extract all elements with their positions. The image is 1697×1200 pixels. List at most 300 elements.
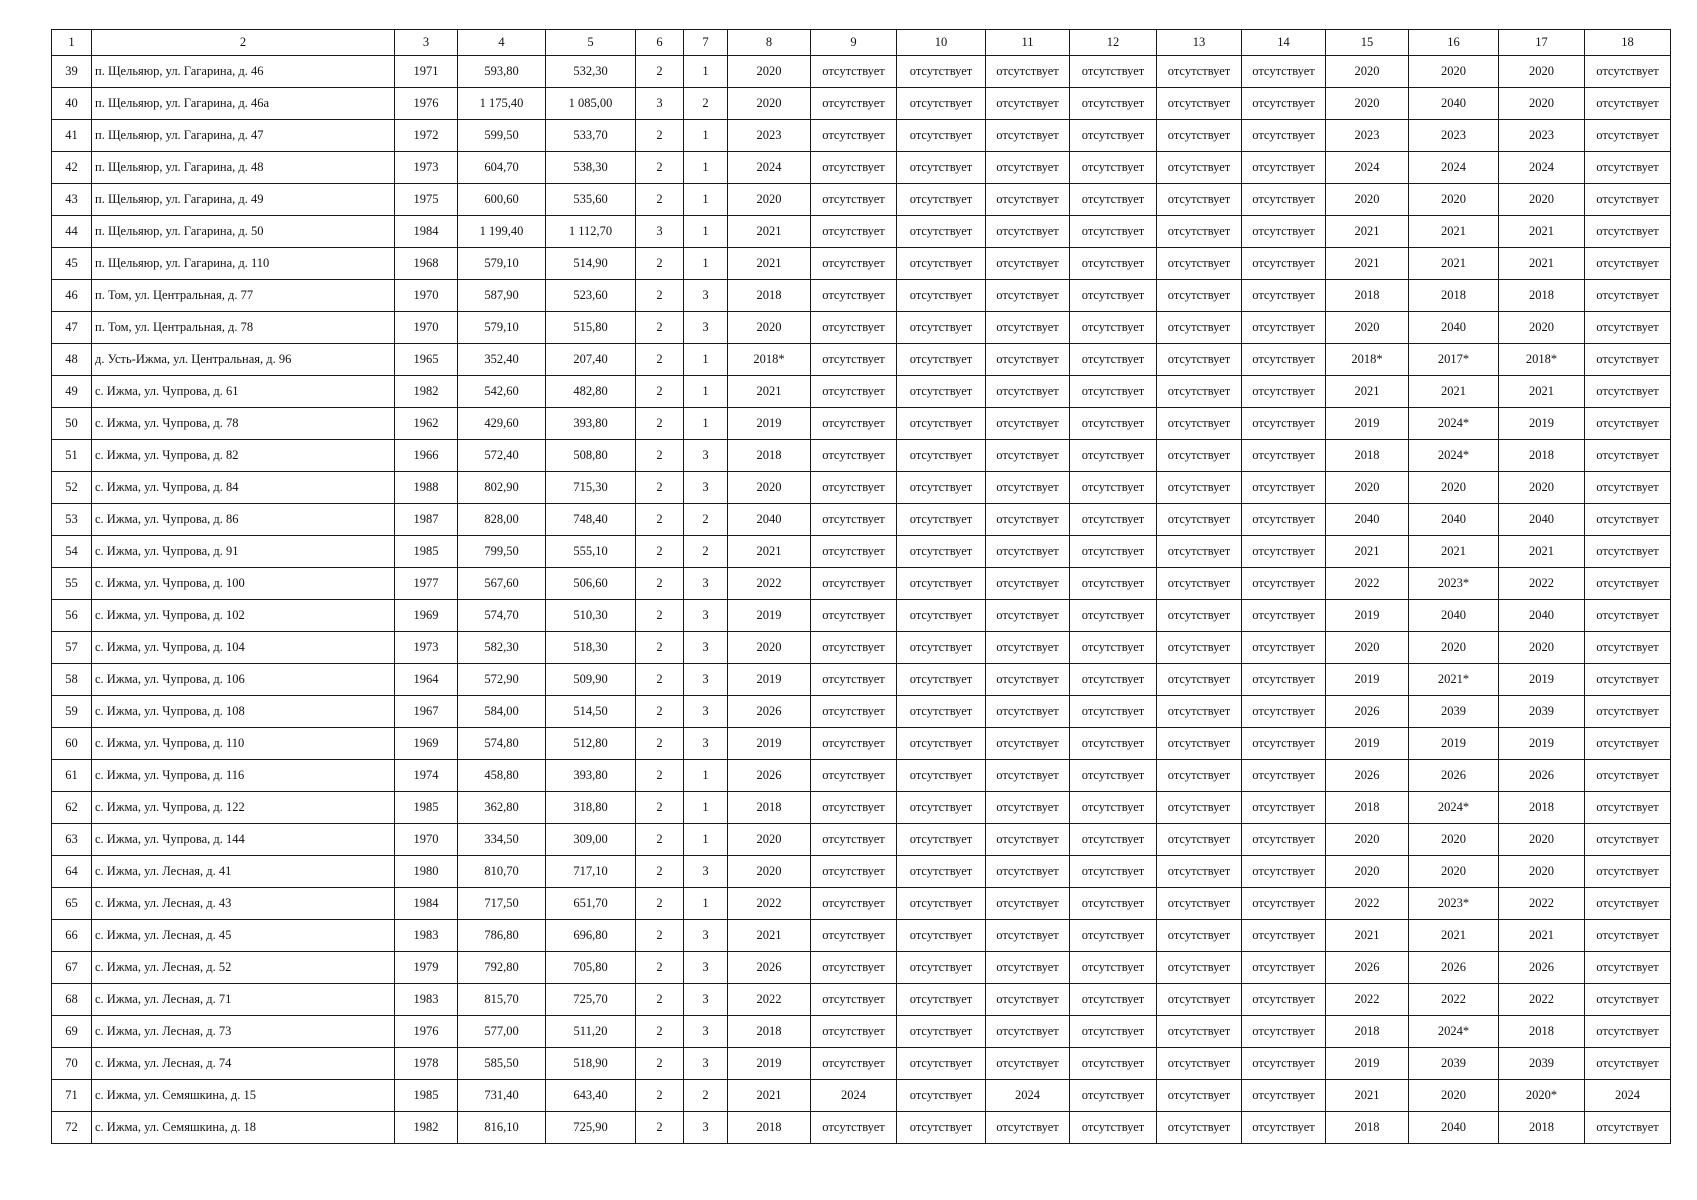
table-cell: отсутствует: [897, 312, 986, 344]
table-cell: 2040: [1409, 88, 1499, 120]
table-cell: 1966: [395, 440, 458, 472]
table-cell: 3: [684, 280, 728, 312]
table-cell: 2040: [728, 504, 811, 536]
column-number-cell: 5: [546, 30, 636, 56]
column-number-cell: 15: [1326, 30, 1409, 56]
table-cell: отсутствует: [811, 600, 897, 632]
table-cell: 2020: [728, 824, 811, 856]
table-cell: 535,60: [546, 184, 636, 216]
table-cell: 2023: [1326, 120, 1409, 152]
table-cell: 1 199,40: [458, 216, 546, 248]
table-cell: отсутствует: [1585, 1112, 1671, 1144]
address-cell: п. Щельяюр, ул. Гагарина, д. 110: [92, 248, 395, 280]
table-cell: 2020: [1326, 824, 1409, 856]
address-cell: с. Ижма, ул. Чупрова, д. 100: [92, 568, 395, 600]
row-number-cell: 54: [52, 536, 92, 568]
table-cell: 1: [684, 120, 728, 152]
table-cell: отсутствует: [986, 504, 1070, 536]
table-cell: 3: [684, 1112, 728, 1144]
table-cell: отсутствует: [1157, 184, 1242, 216]
table-cell: 2020: [728, 184, 811, 216]
table-cell: 2: [636, 696, 684, 728]
table-cell: 1970: [395, 312, 458, 344]
table-cell: 538,30: [546, 152, 636, 184]
table-cell: 584,00: [458, 696, 546, 728]
row-number-cell: 67: [52, 952, 92, 984]
column-number-cell: 13: [1157, 30, 1242, 56]
address-cell: с. Ижма, ул. Чупрова, д. 108: [92, 696, 395, 728]
table-cell: 1962: [395, 408, 458, 440]
table-cell: 1: [684, 760, 728, 792]
column-number-cell: 16: [1409, 30, 1499, 56]
table-cell: 2020: [1499, 632, 1585, 664]
table-cell: 3: [684, 472, 728, 504]
table-cell: отсутствует: [1157, 504, 1242, 536]
table-cell: отсутствует: [1242, 696, 1326, 728]
table-cell: отсутствует: [1242, 376, 1326, 408]
column-number-cell: 1: [52, 30, 92, 56]
table-cell: 717,50: [458, 888, 546, 920]
table-cell: 429,60: [458, 408, 546, 440]
table-cell: 2020: [728, 632, 811, 664]
table-cell: 515,80: [546, 312, 636, 344]
table-cell: 2: [636, 280, 684, 312]
table-cell: 2019: [1326, 1048, 1409, 1080]
table-row: [52, 120, 1671, 152]
table-cell: 2022: [728, 888, 811, 920]
table-cell: отсутствует: [1242, 536, 1326, 568]
table-cell: 2040: [1409, 600, 1499, 632]
table-cell: 1: [684, 216, 728, 248]
table-cell: отсутствует: [986, 280, 1070, 312]
table-cell: отсутствует: [986, 56, 1070, 88]
table-cell: 2026: [1409, 760, 1499, 792]
address-cell: п. Том, ул. Центральная, д. 77: [92, 280, 395, 312]
table-cell: 1: [684, 248, 728, 280]
table-cell: отсутствует: [897, 984, 986, 1016]
table-row: [52, 376, 1671, 408]
table-cell: отсутствует: [1585, 216, 1671, 248]
table-cell: 2017*: [1409, 344, 1499, 376]
table-cell: 2: [684, 88, 728, 120]
table-cell: отсутствует: [1242, 88, 1326, 120]
table-row: [52, 248, 1671, 280]
table-cell: отсутствует: [1585, 728, 1671, 760]
address-cell: с. Ижма, ул. Чупрова, д. 82: [92, 440, 395, 472]
table-cell: 2039: [1499, 1048, 1585, 1080]
table-cell: 1: [684, 184, 728, 216]
table-cell: отсутствует: [811, 344, 897, 376]
column-number-cell: 11: [986, 30, 1070, 56]
table-cell: 555,10: [546, 536, 636, 568]
table-cell: отсутствует: [1157, 952, 1242, 984]
table-cell: 2021: [728, 248, 811, 280]
table-cell: отсутствует: [1585, 792, 1671, 824]
table-cell: отсутствует: [1585, 760, 1671, 792]
table-cell: 1973: [395, 152, 458, 184]
table-row: [52, 920, 1671, 952]
address-cell: с. Ижма, ул. Чупрова, д. 110: [92, 728, 395, 760]
table-cell: 2020: [728, 56, 811, 88]
table-cell: отсутствует: [986, 760, 1070, 792]
table-cell: 2023: [728, 120, 811, 152]
table-cell: 1977: [395, 568, 458, 600]
table-cell: отсутствует: [1070, 184, 1157, 216]
table-cell: 2022: [1326, 888, 1409, 920]
table-cell: 816,10: [458, 1112, 546, 1144]
table-cell: 334,50: [458, 824, 546, 856]
column-number-cell: 17: [1499, 30, 1585, 56]
row-number-cell: 47: [52, 312, 92, 344]
table-cell: 2021: [1326, 248, 1409, 280]
address-cell: с. Ижма, ул. Чупрова, д. 61: [92, 376, 395, 408]
table-cell: 2019: [1499, 408, 1585, 440]
table-cell: 2: [636, 152, 684, 184]
table-cell: отсутствует: [1070, 56, 1157, 88]
table-cell: 3: [684, 856, 728, 888]
row-number-cell: 62: [52, 792, 92, 824]
table-cell: отсутствует: [897, 824, 986, 856]
table-cell: отсутствует: [986, 888, 1070, 920]
row-number-cell: 45: [52, 248, 92, 280]
table-cell: 2020: [1409, 56, 1499, 88]
table-cell: 2020: [1499, 856, 1585, 888]
table-cell: 1969: [395, 728, 458, 760]
table-cell: отсутствует: [986, 856, 1070, 888]
table-cell: 1972: [395, 120, 458, 152]
table-cell: 2018: [1326, 1112, 1409, 1144]
table-cell: отсутствует: [897, 248, 986, 280]
table-cell: 2019: [1326, 664, 1409, 696]
table-cell: 1984: [395, 216, 458, 248]
table-cell: 1: [684, 152, 728, 184]
table-cell: 3: [684, 568, 728, 600]
table-cell: 3: [636, 88, 684, 120]
table-cell: 2: [636, 472, 684, 504]
address-cell: с. Ижма, ул. Чупрова, д. 78: [92, 408, 395, 440]
table-cell: 1988: [395, 472, 458, 504]
table-cell: отсутствует: [1070, 88, 1157, 120]
address-cell: п. Щельяюр, ул. Гагарина, д. 46: [92, 56, 395, 88]
table-row: [52, 824, 1671, 856]
table-cell: отсутствует: [897, 472, 986, 504]
table-cell: отсутствует: [811, 760, 897, 792]
table-cell: 2024: [811, 1080, 897, 1112]
table-cell: 2040: [1326, 504, 1409, 536]
table-cell: 2026: [728, 952, 811, 984]
table-cell: 3: [684, 952, 728, 984]
table-cell: отсутствует: [1070, 376, 1157, 408]
table-cell: 2024*: [1409, 792, 1499, 824]
table-cell: отсутствует: [811, 504, 897, 536]
table-cell: отсутствует: [1070, 248, 1157, 280]
table-cell: отсутствует: [897, 600, 986, 632]
table-cell: 2040: [1499, 504, 1585, 536]
table-cell: отсутствует: [1242, 952, 1326, 984]
table-row: [52, 344, 1671, 376]
table-cell: отсутствует: [1242, 920, 1326, 952]
table-cell: отсутствует: [1157, 824, 1242, 856]
table-cell: 2024: [1409, 152, 1499, 184]
table-cell: отсутствует: [897, 536, 986, 568]
table-cell: 2019: [728, 1048, 811, 1080]
row-number-cell: 63: [52, 824, 92, 856]
table-cell: отсутствует: [1242, 248, 1326, 280]
table-cell: отсутствует: [1070, 984, 1157, 1016]
table-cell: отсутствует: [811, 984, 897, 1016]
row-number-cell: 44: [52, 216, 92, 248]
table-cell: 2020: [1499, 824, 1585, 856]
table-cell: отсутствует: [1585, 472, 1671, 504]
table-cell: отсутствует: [1242, 504, 1326, 536]
table-cell: 2023: [1409, 120, 1499, 152]
table-cell: 2018: [728, 1112, 811, 1144]
table-row: [52, 152, 1671, 184]
table-cell: 3: [684, 664, 728, 696]
table-cell: 2: [636, 1048, 684, 1080]
table-cell: 593,80: [458, 56, 546, 88]
table-cell: отсутствует: [1157, 344, 1242, 376]
table-row: [52, 984, 1671, 1016]
table-cell: отсутствует: [897, 792, 986, 824]
table-cell: отсутствует: [1585, 856, 1671, 888]
address-cell: с. Ижма, ул. Лесная, д. 43: [92, 888, 395, 920]
address-cell: с. Ижма, ул. Лесная, д. 73: [92, 1016, 395, 1048]
table-cell: отсутствует: [1070, 920, 1157, 952]
table-cell: 3: [684, 632, 728, 664]
address-cell: с. Ижма, ул. Чупрова, д. 116: [92, 760, 395, 792]
table-cell: отсутствует: [986, 824, 1070, 856]
table-cell: отсутствует: [811, 152, 897, 184]
table-cell: 2: [636, 504, 684, 536]
table-cell: отсутствует: [811, 184, 897, 216]
table-cell: 1964: [395, 664, 458, 696]
table-cell: 2024: [986, 1080, 1070, 1112]
table-row: [52, 856, 1671, 888]
row-number-cell: 69: [52, 1016, 92, 1048]
table-cell: отсутствует: [1242, 856, 1326, 888]
table-cell: отсутствует: [1157, 536, 1242, 568]
table-cell: отсутствует: [1157, 152, 1242, 184]
table-cell: отсутствует: [986, 1016, 1070, 1048]
table-cell: отсутствует: [1585, 1016, 1671, 1048]
table-cell: отсутствует: [1242, 1016, 1326, 1048]
table-cell: 2: [636, 344, 684, 376]
table-cell: отсутствует: [897, 280, 986, 312]
table-cell: 2021: [1499, 536, 1585, 568]
table-cell: 2020*: [1499, 1080, 1585, 1112]
table-cell: отсутствует: [986, 408, 1070, 440]
table-cell: отсутствует: [1585, 632, 1671, 664]
table-cell: 2: [636, 888, 684, 920]
table-cell: отсутствует: [1585, 952, 1671, 984]
table-cell: отсутствует: [1157, 984, 1242, 1016]
table-cell: 3: [684, 312, 728, 344]
table-cell: отсутствует: [1070, 1080, 1157, 1112]
table-cell: 2021: [728, 536, 811, 568]
table-cell: отсутствует: [1070, 536, 1157, 568]
table-cell: 2018: [728, 440, 811, 472]
table-cell: 2026: [1326, 952, 1409, 984]
table-cell: отсутствует: [1242, 120, 1326, 152]
table-cell: отсутствует: [1585, 408, 1671, 440]
table-cell: отсутствует: [897, 696, 986, 728]
table-cell: 574,70: [458, 600, 546, 632]
table-cell: 1: [684, 376, 728, 408]
table-cell: 2020: [1409, 632, 1499, 664]
table-cell: отсутствует: [811, 312, 897, 344]
table-cell: 2021: [728, 376, 811, 408]
table-cell: отсутствует: [811, 632, 897, 664]
address-cell: с. Ижма, ул. Чупрова, д. 104: [92, 632, 395, 664]
table-cell: отсутствует: [1242, 728, 1326, 760]
table-cell: 2: [636, 440, 684, 472]
address-cell: п. Щельяюр, ул. Гагарина, д. 50: [92, 216, 395, 248]
table-cell: 2: [636, 760, 684, 792]
table-cell: 2019: [1499, 664, 1585, 696]
table-cell: отсутствует: [986, 664, 1070, 696]
table-cell: 2: [636, 1112, 684, 1144]
table-cell: отсутствует: [897, 344, 986, 376]
table-cell: 2023*: [1409, 888, 1499, 920]
table-cell: отсутствует: [1157, 856, 1242, 888]
table-row: [52, 1112, 1671, 1144]
table-cell: отсутствует: [1070, 664, 1157, 696]
column-number-cell: 8: [728, 30, 811, 56]
table-cell: 2019: [728, 408, 811, 440]
address-cell: с. Ижма, ул. Чупрова, д. 106: [92, 664, 395, 696]
table-cell: отсутствует: [1585, 312, 1671, 344]
table-body: [52, 30, 1671, 1144]
column-number-cell: 6: [636, 30, 684, 56]
table-cell: 599,50: [458, 120, 546, 152]
table-cell: 2020: [1499, 472, 1585, 504]
table-cell: 2021: [1409, 376, 1499, 408]
table-cell: 1983: [395, 984, 458, 1016]
table-cell: отсутствует: [1585, 56, 1671, 88]
table-cell: отсутствует: [811, 376, 897, 408]
table-cell: отсутствует: [811, 856, 897, 888]
table-cell: 2026: [1409, 952, 1499, 984]
table-cell: отсутствует: [1585, 120, 1671, 152]
table-cell: 1984: [395, 888, 458, 920]
address-cell: п. Щельяюр, ул. Гагарина, д. 49: [92, 184, 395, 216]
table-cell: 2019: [1326, 728, 1409, 760]
table-cell: 2020: [1409, 856, 1499, 888]
table-cell: 3: [684, 600, 728, 632]
address-cell: с. Ижма, ул. Чупрова, д. 86: [92, 504, 395, 536]
table-cell: 2018: [1326, 280, 1409, 312]
table-cell: отсутствует: [897, 152, 986, 184]
table-cell: 2020: [1326, 856, 1409, 888]
table-cell: 2022: [1409, 984, 1499, 1016]
row-number-cell: 64: [52, 856, 92, 888]
table-cell: 2022: [1499, 568, 1585, 600]
table-cell: 2020: [1326, 88, 1409, 120]
table-cell: 2018: [1499, 280, 1585, 312]
table-cell: 2021: [728, 1080, 811, 1112]
table-cell: отсутствует: [811, 952, 897, 984]
table-cell: отсутствует: [986, 632, 1070, 664]
table-cell: 1: [684, 344, 728, 376]
table-cell: 1 175,40: [458, 88, 546, 120]
table-cell: 1: [684, 408, 728, 440]
table-cell: 799,50: [458, 536, 546, 568]
table-cell: отсутствует: [1070, 888, 1157, 920]
table-cell: 1970: [395, 280, 458, 312]
table-cell: 572,40: [458, 440, 546, 472]
table-cell: 309,00: [546, 824, 636, 856]
table-cell: 585,50: [458, 1048, 546, 1080]
table-cell: 1: [684, 888, 728, 920]
table-cell: 2018: [1409, 280, 1499, 312]
row-number-cell: 49: [52, 376, 92, 408]
table-cell: отсутствует: [986, 728, 1070, 760]
table-cell: отсутствует: [897, 1048, 986, 1080]
table-cell: отсутствует: [1070, 216, 1157, 248]
table-cell: отсутствует: [897, 760, 986, 792]
table-cell: 2: [636, 856, 684, 888]
table-cell: 2: [636, 984, 684, 1016]
address-cell: с. Ижма, ул. Лесная, д. 74: [92, 1048, 395, 1080]
table-cell: 786,80: [458, 920, 546, 952]
table-cell: 717,10: [546, 856, 636, 888]
row-number-cell: 72: [52, 1112, 92, 1144]
table-cell: отсутствует: [811, 248, 897, 280]
table-cell: 2: [636, 536, 684, 568]
table-cell: отсутствует: [811, 408, 897, 440]
table-cell: отсутствует: [897, 632, 986, 664]
table-cell: 2021: [1409, 248, 1499, 280]
table-cell: 2026: [728, 696, 811, 728]
table-cell: отсутствует: [1157, 920, 1242, 952]
row-number-cell: 71: [52, 1080, 92, 1112]
table-cell: отсутствует: [1242, 312, 1326, 344]
table-cell: отсутствует: [897, 888, 986, 920]
table-cell: 2018: [728, 1016, 811, 1048]
table-cell: 1976: [395, 1016, 458, 1048]
table-cell: 2024*: [1409, 1016, 1499, 1048]
table-cell: отсутствует: [1157, 792, 1242, 824]
table-cell: 3: [684, 728, 728, 760]
table-row: [52, 792, 1671, 824]
table-cell: 2019: [1499, 728, 1585, 760]
column-number-cell: 9: [811, 30, 897, 56]
table-cell: отсутствует: [986, 952, 1070, 984]
table-cell: отсутствует: [1242, 792, 1326, 824]
table-cell: отсутствует: [811, 1048, 897, 1080]
table-cell: отсутствует: [811, 696, 897, 728]
table-cell: 2020: [1409, 1080, 1499, 1112]
table-row: [52, 312, 1671, 344]
table-cell: 1970: [395, 824, 458, 856]
table-cell: 514,50: [546, 696, 636, 728]
address-cell: с. Ижма, ул. Лесная, д. 41: [92, 856, 395, 888]
table-cell: отсутствует: [1070, 696, 1157, 728]
table-cell: 1975: [395, 184, 458, 216]
table-row: [52, 216, 1671, 248]
table-cell: 2022: [728, 984, 811, 1016]
table-cell: отсутствует: [1157, 56, 1242, 88]
table-cell: отсутствует: [897, 1112, 986, 1144]
table-cell: отсутствует: [897, 1080, 986, 1112]
table-cell: 2: [636, 1080, 684, 1112]
table-cell: отсутствует: [1242, 1112, 1326, 1144]
table-cell: 2020: [1326, 472, 1409, 504]
row-number-cell: 55: [52, 568, 92, 600]
table-cell: отсутствует: [1157, 216, 1242, 248]
table-cell: 1983: [395, 920, 458, 952]
